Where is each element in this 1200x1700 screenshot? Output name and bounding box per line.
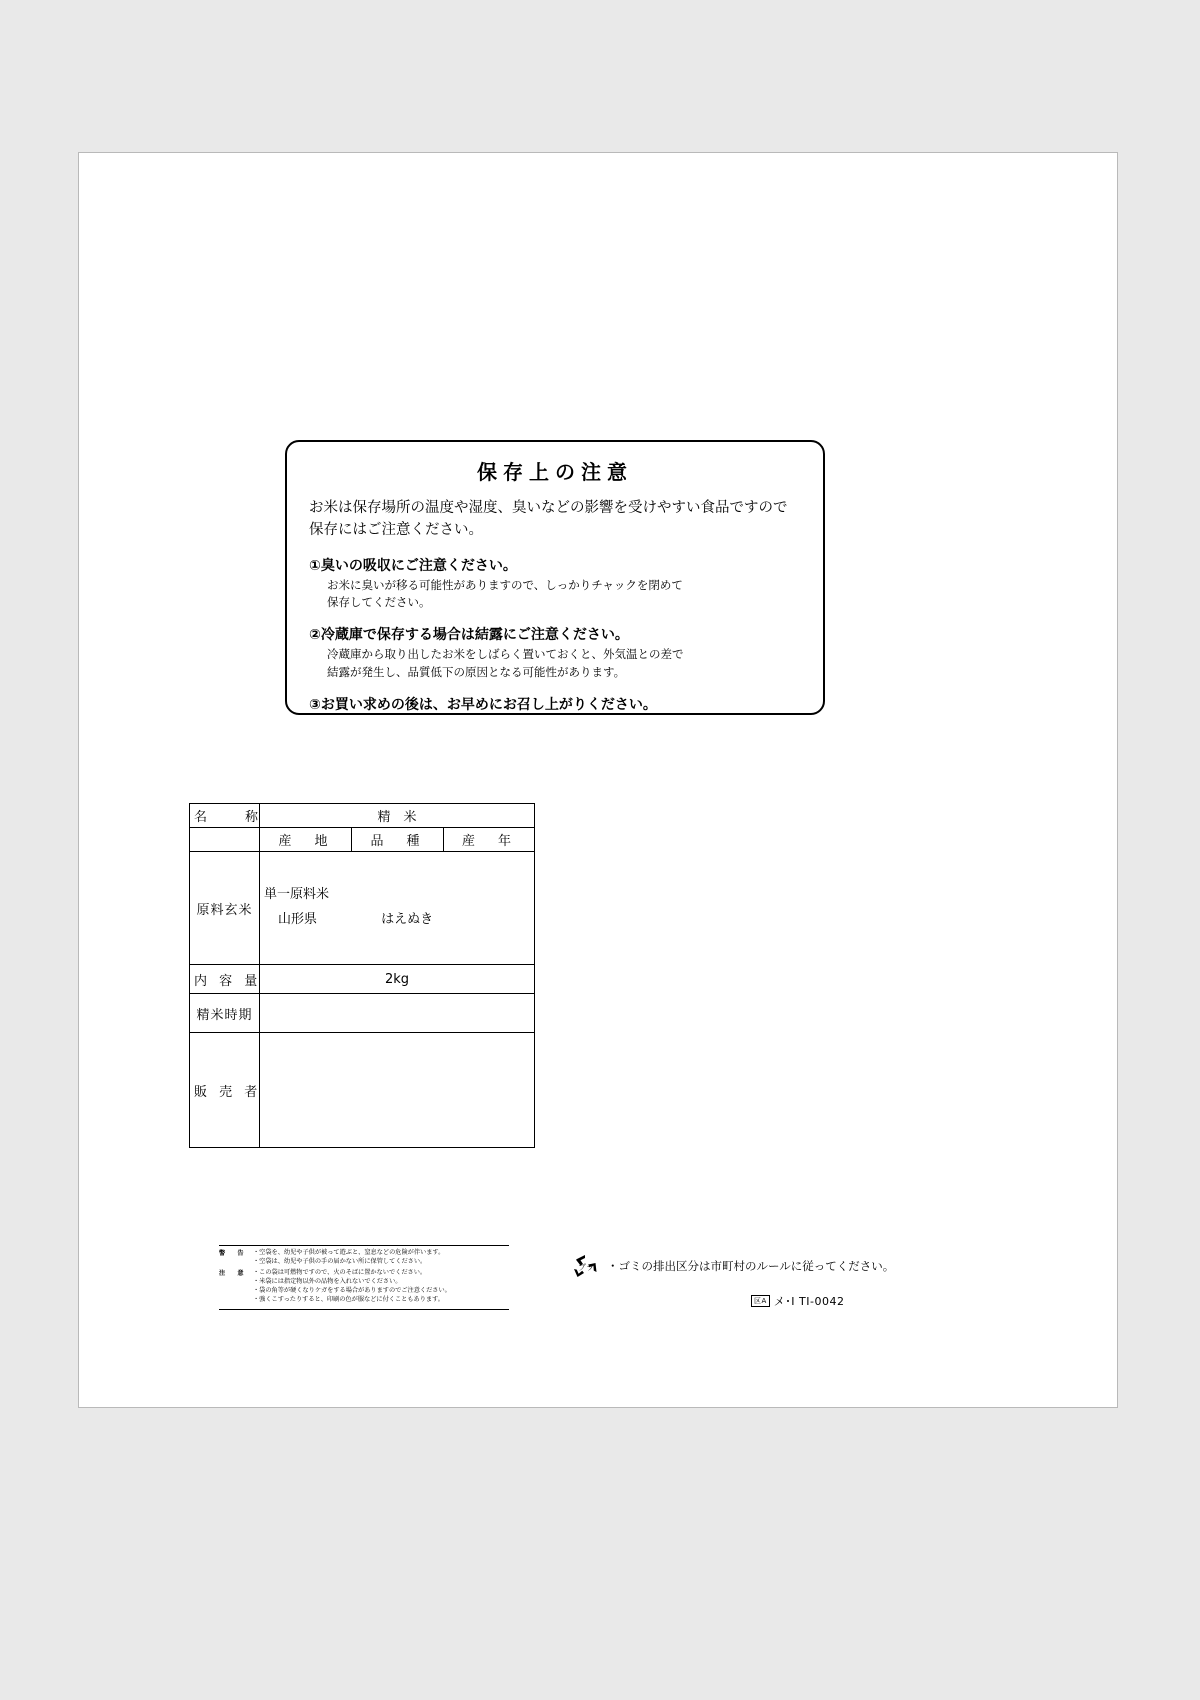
code-badge: 区A bbox=[751, 1295, 770, 1307]
warning-label: 警 告 bbox=[219, 1250, 247, 1257]
notice-lead: お米は保存場所の温度や湿度、臭いなどの影響を受けやすい食品ですので保存にはご注意ください。 bbox=[309, 500, 788, 539]
notice-item-2-body-line2: 結露が発生し、品質低下の原因となる可能性があります。 bbox=[327, 664, 626, 679]
table-row-name bbox=[190, 804, 535, 828]
warning-list bbox=[253, 1249, 509, 1267]
milling-label: 精米時期 bbox=[190, 994, 260, 1033]
origin-header: 産 地 bbox=[260, 828, 352, 852]
table-row-quantity bbox=[190, 965, 535, 994]
storage-notice-box bbox=[285, 440, 825, 715]
recycle-text: ・ゴミの排出区分は市町村のルールに従ってください。 bbox=[607, 1259, 895, 1273]
year-header: 産 年 bbox=[444, 828, 535, 852]
notice-item-1-body-line1: お米に臭いが移る可能性がありますので、しっかりチャックを閉めて bbox=[327, 577, 683, 592]
table-row-subheaders bbox=[190, 828, 535, 852]
quantity-value: 2kg bbox=[260, 965, 535, 994]
notice-item-2-head: ②冷蔵庫で保存する場合は結露にご注意ください。 bbox=[309, 627, 629, 644]
code-text: メ･I TI-0042 bbox=[773, 1295, 845, 1308]
notice-item-2-body bbox=[327, 646, 801, 681]
seller-value bbox=[260, 1033, 535, 1148]
variety-header: 品 種 bbox=[352, 828, 444, 852]
milling-value bbox=[260, 994, 535, 1033]
warning-line-1: ・空袋を、幼児や子供が被って遊ぶと、窒息などの危険が伴います。 bbox=[253, 1249, 445, 1256]
caution-line-2: ・米袋には指定物以外の品物を入れないでください。 bbox=[253, 1277, 402, 1285]
name-value: 精 米 bbox=[260, 804, 535, 828]
notice-title: 保存上の注意 bbox=[477, 460, 633, 484]
warning-line-2: ・空袋は、幼児や子供の手の届かない所に保管してください。 bbox=[253, 1257, 427, 1265]
footer-warning-block bbox=[219, 1245, 509, 1310]
seller-label: 販 売 者 bbox=[190, 1033, 260, 1148]
recycle-plastic-icon bbox=[571, 1251, 601, 1281]
raw-material-line2 bbox=[278, 908, 530, 933]
notice-item-1-body-line2: 保存してください。 bbox=[327, 595, 431, 610]
notice-item-1-body bbox=[327, 577, 801, 612]
caution-row bbox=[219, 1269, 509, 1305]
prefecture-value: 山形県 bbox=[278, 912, 318, 927]
label-sheet bbox=[78, 152, 1118, 1408]
product-spec-table bbox=[189, 803, 535, 1148]
raw-material-line1: 単一原料米 bbox=[264, 887, 330, 903]
notice-item-2 bbox=[309, 624, 801, 681]
caution-line-4: ・強くこすったりすると、印刷の色が服などに付くこともあります。 bbox=[253, 1295, 444, 1303]
caution-label: 注 意 bbox=[219, 1269, 247, 1277]
product-code-line bbox=[751, 1293, 844, 1309]
name-label: 名 称 bbox=[190, 804, 260, 828]
svg-text:プラ: プラ bbox=[578, 1263, 594, 1272]
table-row-seller bbox=[190, 1033, 535, 1148]
table-row-raw-material bbox=[190, 852, 535, 965]
warning-row bbox=[219, 1249, 509, 1267]
raw-material-label: 原料玄米 bbox=[190, 852, 260, 965]
caution-line-1: ・この袋は可燃物ですので、火のそばに置かないでください。 bbox=[253, 1268, 427, 1276]
caution-list bbox=[253, 1269, 509, 1305]
notice-item-2-body-line1: 冷蔵庫から取り出したお米をしばらく置いておくと、外気温との差で bbox=[327, 647, 684, 662]
table-row-milling bbox=[190, 994, 535, 1033]
variety-value: はえぬき bbox=[381, 912, 434, 927]
notice-item-1 bbox=[309, 555, 801, 612]
quantity-label: 内 容 量 bbox=[190, 965, 260, 994]
raw-material-value bbox=[260, 852, 535, 965]
recycle-block bbox=[571, 1251, 894, 1281]
notice-item-1-head: ①臭いの吸収にご注意ください。 bbox=[309, 557, 517, 574]
caution-line-3: ・袋の角等が硬くなりケガをする場合がありますのでご注意ください。 bbox=[253, 1286, 451, 1294]
notice-item-3-head: ③お買い求めの後は、お早めにお召し上がりください。 bbox=[309, 696, 657, 713]
notice-item-3 bbox=[309, 694, 801, 714]
